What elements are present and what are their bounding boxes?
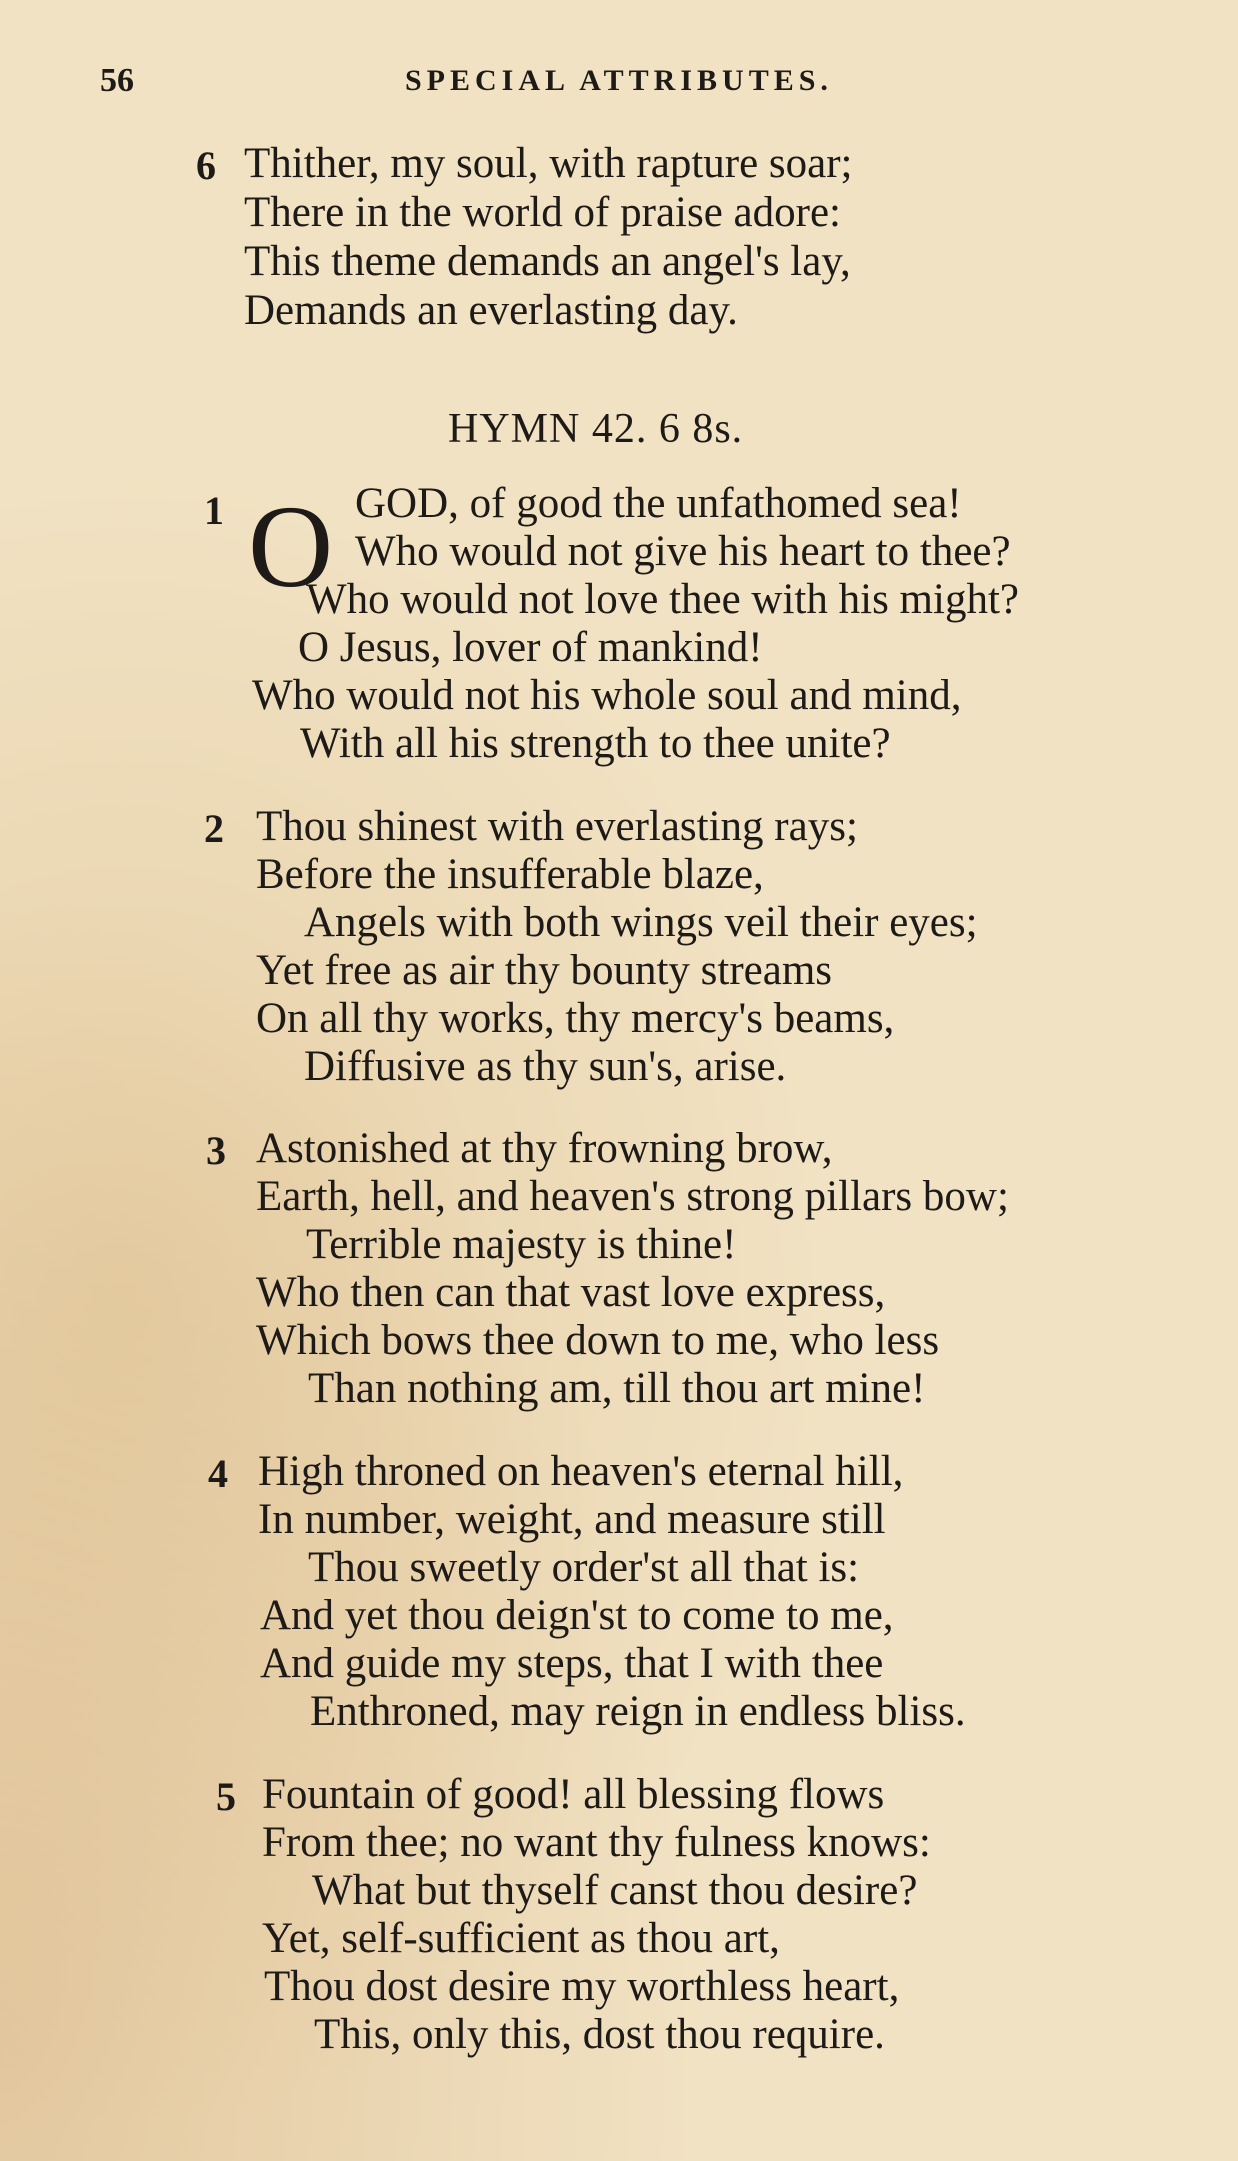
verse-line: There in the world of praise adore: <box>244 189 841 236</box>
verse-line: With all his strength to thee unite? <box>300 720 891 767</box>
page-number: 56 <box>100 62 134 99</box>
verse-line: This theme demands an angel's lay, <box>244 238 851 285</box>
hymn-title: HYMN 42. 6 8s. <box>448 406 744 452</box>
stanza-number: 3 <box>206 1128 226 1173</box>
verse-line: Before the insufferable blaze, <box>256 851 764 898</box>
verse-line: Earth, hell, and heaven's strong pillars bow; <box>256 1173 1009 1220</box>
verse-line: GOD, of good the unfathomed sea! <box>355 480 962 527</box>
verse-line: From thee; no want thy fulness knows: <box>262 1819 931 1866</box>
verse-line: On all thy works, thy mercy's beams, <box>256 995 895 1042</box>
stanza-number: 2 <box>204 806 224 851</box>
verse-line: And guide my steps, that I with thee <box>260 1640 884 1687</box>
verse-line: Thither, my soul, with rapture soar; <box>244 140 853 187</box>
verse-line: Enthroned, may reign in endless bliss. <box>310 1688 966 1735</box>
verse-line: In number, weight, and measure still <box>258 1496 886 1543</box>
verse-line: Yet, self-sufficient as thou art, <box>262 1915 780 1962</box>
drop-cap: O <box>248 481 334 612</box>
running-head: SPECIAL ATTRIBUTES. <box>405 64 833 97</box>
verse-line: Demands an everlasting day. <box>244 287 738 334</box>
stanza-number: 6 <box>196 143 216 188</box>
stanza-number: 1 <box>204 488 224 533</box>
verse-line: Who would not his whole soul and mind, <box>252 672 962 719</box>
verse-line: Who then can that vast love express, <box>256 1269 886 1316</box>
verse-line: Which bows thee down to me, who less <box>256 1317 940 1364</box>
verse-line: Yet free as air thy bounty streams <box>256 947 833 994</box>
verse-line: This, only this, dost thou require. <box>314 2011 885 2058</box>
verse-line: Thou shinest with everlasting rays; <box>256 803 858 850</box>
verse-line: High throned on heaven's eternal hill, <box>258 1448 904 1495</box>
verse-line: What but thyself canst thou desire? <box>312 1867 918 1914</box>
verse-line: Thou sweetly order'st all that is: <box>308 1544 860 1591</box>
verse-line: Terrible majesty is thine! <box>306 1221 737 1268</box>
stanza-number: 4 <box>208 1451 228 1496</box>
verse-line: And yet thou deign'st to come to me, <box>260 1592 894 1639</box>
verse-line: Than nothing am, till thou art mine! <box>308 1365 926 1412</box>
page-header <box>100 62 1140 102</box>
verse-line: Astonished at thy frowning brow, <box>256 1125 833 1172</box>
verse-line: O Jesus, lover of mankind! <box>298 624 763 671</box>
verse-line: Who would not give his heart to thee? <box>355 528 1011 575</box>
verse-line: Thou dost desire my worthless heart, <box>264 1963 900 2010</box>
verse-line: Angels with both wings veil their eyes; <box>304 899 978 946</box>
verse-line: Fountain of good! all blessing flows <box>262 1771 885 1818</box>
stanza-number: 5 <box>216 1774 236 1819</box>
verse-line: Diffusive as thy sun's, arise. <box>304 1043 787 1090</box>
verse-line: Who would not love thee with his might? <box>306 576 1019 623</box>
